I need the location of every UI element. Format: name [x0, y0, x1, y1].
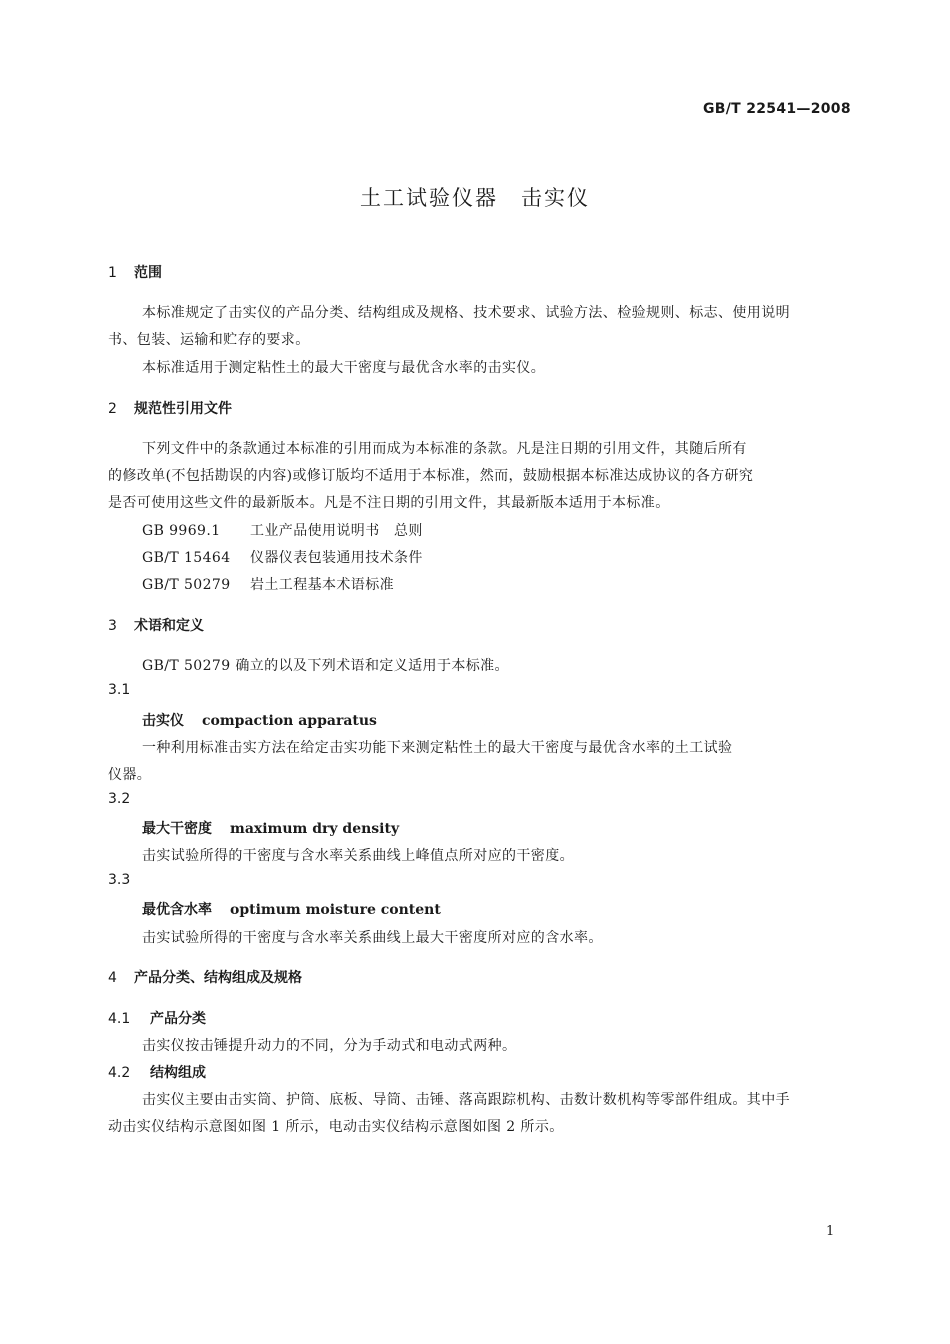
section-number: 3	[108, 618, 117, 634]
definition-line: 击实试验所得的干密度与含水率关系曲线上峰值点所对应的干密度。	[142, 848, 574, 864]
reference-code: GB/T 50279	[142, 577, 231, 593]
term-number: 3.3	[108, 872, 131, 888]
paragraph-line: GB/T 50279 确立的以及下列术语和定义适用于本标准。	[142, 658, 509, 674]
section-number: 4	[108, 970, 117, 986]
paragraph-line: 是否可使用这些文件的最新版本。凡是不注日期的引用文件，其最新版本适用于本标准。	[108, 495, 670, 511]
paragraph-line: 下列文件中的条款通过本标准的引用而成为本标准的条款。凡是注日期的引用文件，其随后所有	[142, 441, 747, 457]
definition-line: 一种利用标准击实方法在给定击实功能下来测定粘性土的最大干密度与最优含水率的土工试验	[142, 740, 733, 756]
term-zh: 击实仪	[142, 713, 184, 729]
standard-code: GB/T 22541—2008	[703, 101, 851, 117]
reference-item	[142, 547, 423, 567]
term-en: maximum dry density	[230, 821, 400, 837]
reference-title: 岩土工程基本术语标准	[250, 577, 394, 593]
section-title: 范围	[134, 265, 162, 281]
section-number: 1	[108, 265, 117, 281]
term-number: 3.1	[108, 682, 131, 698]
section-1-heading	[108, 262, 162, 282]
reference-title: 工业产品使用说明书 总则	[250, 523, 423, 539]
reference-item	[142, 520, 423, 540]
term-heading	[142, 710, 377, 730]
term-zh: 最优含水率	[142, 902, 212, 918]
term-en: compaction apparatus	[202, 713, 377, 729]
section-title: 规范性引用文件	[134, 401, 232, 417]
reference-code: GB/T 15464	[142, 550, 231, 566]
document-title: 土工试验仪器 击实仪	[360, 186, 590, 210]
paragraph-line: 的修改单(不包括勘误的内容)或修订版均不适用于本标准，然而，鼓励根据本标准达成协议的各方研究	[108, 468, 754, 484]
paragraph-line: 击实仪主要由击实筒、护筒、底板、导筒、击锤、落高跟踪机构、击数计数机构等零部件组成。其中手	[142, 1092, 790, 1108]
paragraph-line: 本标准规定了击实仪的产品分类、结构组成及规格、技术要求、试验方法、检验规则、标志、使用说明	[142, 305, 790, 321]
section-2-heading	[108, 398, 232, 418]
term-number: 3.2	[108, 791, 131, 807]
subsection-number: 4.2	[108, 1065, 131, 1081]
definition-line: 仪器。	[108, 767, 152, 783]
subsection-number: 4.1	[108, 1011, 131, 1027]
paragraph-line: 本标准适用于测定粘性土的最大干密度与最优含水率的击实仪。	[142, 360, 546, 376]
subsection-4-2-heading	[108, 1062, 206, 1082]
term-heading	[142, 818, 399, 838]
section-3-heading	[108, 615, 204, 635]
page-number: 1	[826, 1224, 835, 1239]
paragraph-line: 书、包装、运输和贮存的要求。	[108, 332, 310, 348]
subsection-title: 结构组成	[150, 1065, 206, 1081]
section-title: 产品分类、结构组成及规格	[134, 970, 302, 986]
paragraph-line: 动击实仪结构示意图如图 1 所示，电动击实仪结构示意图如图 2 所示。	[108, 1119, 564, 1135]
section-number: 2	[108, 401, 117, 417]
term-zh: 最大干密度	[142, 821, 212, 837]
reference-item	[142, 574, 394, 594]
term-en: optimum moisture content	[230, 902, 441, 918]
subsection-4-1-heading	[108, 1008, 206, 1028]
section-title: 术语和定义	[134, 618, 204, 634]
definition-line: 击实试验所得的干密度与含水率关系曲线上最大干密度所对应的含水率。	[142, 930, 603, 946]
reference-title: 仪器仪表包装通用技术条件	[250, 550, 423, 566]
section-4-heading	[108, 967, 302, 987]
paragraph-line: 击实仪按击锤提升动力的不同，分为手动式和电动式两种。	[142, 1038, 517, 1054]
term-heading	[142, 899, 441, 919]
reference-code: GB 9969.1	[142, 523, 221, 539]
subsection-title: 产品分类	[150, 1011, 206, 1027]
